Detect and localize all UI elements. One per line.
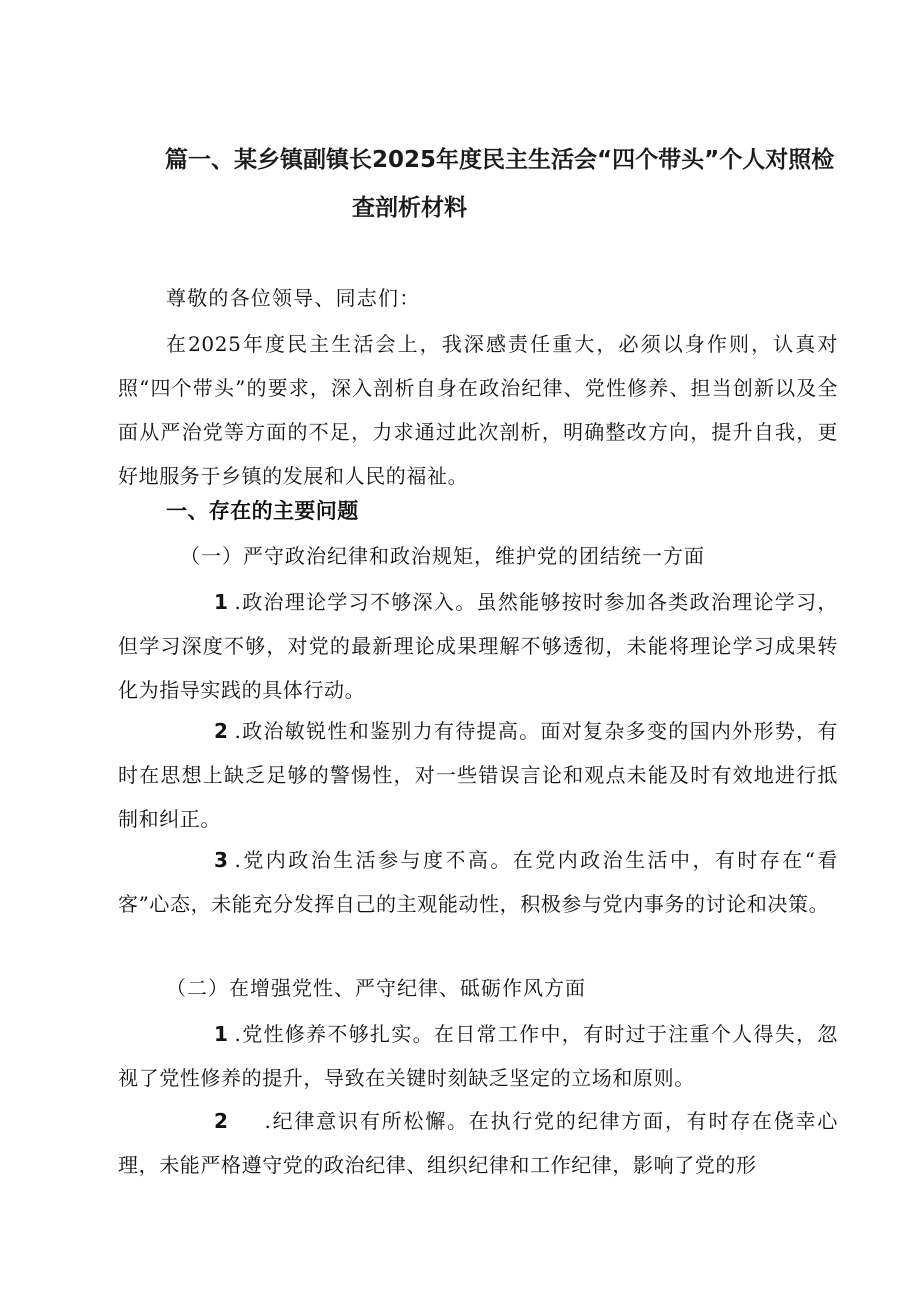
item-text: .政治敏锐性和鉴别力有待提高。面对复杂多变的国内外形势，有时在思想上缺乏足够的警惕性，对一些错误言论和观点未能及时有效地进行抵制和纠正。 bbox=[118, 719, 838, 831]
item-text: .党性修养不够扎实。在日常工作中，有时过于注重个人得失，忽视了党性修养的提升，导致在关键时刻缺乏坚定的立场和原则。 bbox=[118, 1022, 838, 1090]
item-text: .政治理论学习不够深入。虽然能够按时参加各类政治理论学习，但学习深度不够，对党的最新理论成果理解不够透彻，未能将理论学习成果转化为指导实践的具体行动。 bbox=[118, 590, 838, 702]
subsection-heading-2: （二）在增强党性、严守纪律、砥砺作风方面 bbox=[166, 976, 586, 1000]
list-item bbox=[118, 580, 838, 712]
subsection-heading-1: （一）严守政治纪律和政治规矩，维护党的团结统一方面 bbox=[180, 544, 705, 568]
item-text: .纪律意识有所松懈。在执行党的纪律方面，有时存在侥幸心理，未能严格遵守党的政治纪律、组织纪律和工作纪律，影响了党的形 bbox=[118, 1109, 838, 1177]
section-heading: 一、存在的主要问题 bbox=[166, 499, 359, 523]
item-number: 1 bbox=[214, 590, 229, 614]
item-number: 3 bbox=[214, 848, 229, 872]
document-title-line-2: 查剖析材料 bbox=[352, 195, 467, 221]
list-item bbox=[118, 709, 838, 841]
intro-paragraph: 在2025年度民主生活会上，我深感责任重大，必须以身作则，认真对照“四个带头”的要求，深入剖析自身在政治纪律、党性修养、担当创新以及全面从严治党等方面的不足，力求通过此次剖析，明确整改方向，提升自我，更好地服务于乡镇的发展和人民的福祉。 bbox=[118, 332, 838, 488]
item-number: 2 bbox=[214, 719, 229, 743]
list-item bbox=[118, 1012, 838, 1100]
list-item bbox=[118, 838, 838, 926]
list-item bbox=[118, 1099, 838, 1187]
item-text: .党内政治生活参与度不高。在党内政治生活中，有时存在“看客”心态，未能充分发挥自己的主观能动性，积极参与党内事务的讨论和决策。 bbox=[118, 848, 838, 916]
salutation: 尊敬的各位领导、同志们： bbox=[166, 286, 421, 310]
item-number: 1 bbox=[214, 1022, 229, 1046]
item-number: 2 bbox=[214, 1109, 229, 1133]
document-title-line-1: 篇一、某乡镇副镇长2025年度民主生活会“四个带头”个人对照检 bbox=[165, 147, 835, 173]
